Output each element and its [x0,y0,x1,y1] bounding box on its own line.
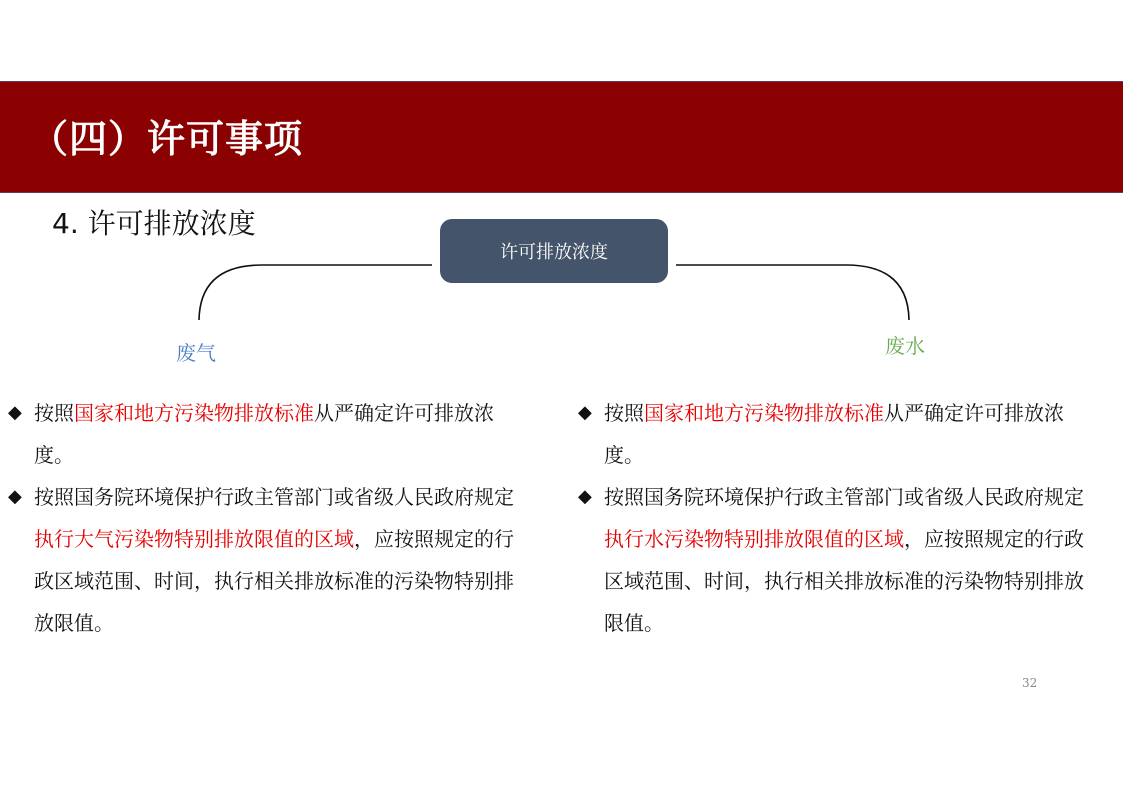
highlighted-text: 国家和地方污染物排放标准 [74,401,314,425]
bullet-text: ，应按照规定的行政区域范围、时间，执行相关排放标准的污染物特别排放限值。 [34,527,514,635]
bullet-item [8,392,528,476]
page-number: 32 [1022,676,1038,690]
diamond-icon: ◆ [8,402,22,423]
highlighted-text: 执行大气污染物特别排放限值的区域 [34,527,354,551]
diamond-icon: ◆ [8,486,22,507]
bullet-text: 按照 [604,401,644,425]
bullet-text: 从严确定许可排放浓度。 [34,401,494,467]
bullet-text: 按照国务院环境保护行政主管部门或省级人民政府规定 [604,485,1084,509]
bullet-item [578,392,1098,476]
highlighted-text: 执行水污染物特别排放限值的区域 [604,527,904,551]
bullet-text: 按照 [34,401,74,425]
diamond-icon: ◆ [578,402,592,423]
branch-label-air: 废气 [176,341,216,365]
section-subtitle: 4. 许可排放浓度 [52,207,256,240]
highlighted-text: 国家和地方污染物排放标准 [644,401,884,425]
bullet-text: ，应按照规定的行政区域范围、时间，执行相关排放标准的污染物特别排放限值。 [604,527,1084,635]
bullet-text: 从严确定许可排放浓度。 [604,401,1064,467]
bullet-item [578,476,1098,644]
diamond-icon: ◆ [578,486,592,507]
page-title: （四）许可事项 [30,116,304,161]
diagram-center-node [440,219,668,283]
center-node-label: 许可排放浓度 [500,242,608,263]
left-column [8,392,528,644]
right-column [578,392,1098,644]
right-connector [676,265,909,320]
branch-label-water: 废水 [885,334,925,358]
left-connector [199,265,432,320]
bullet-item [8,476,528,644]
bullet-text: 按照国务院环境保护行政主管部门或省级人民政府规定 [34,485,514,509]
